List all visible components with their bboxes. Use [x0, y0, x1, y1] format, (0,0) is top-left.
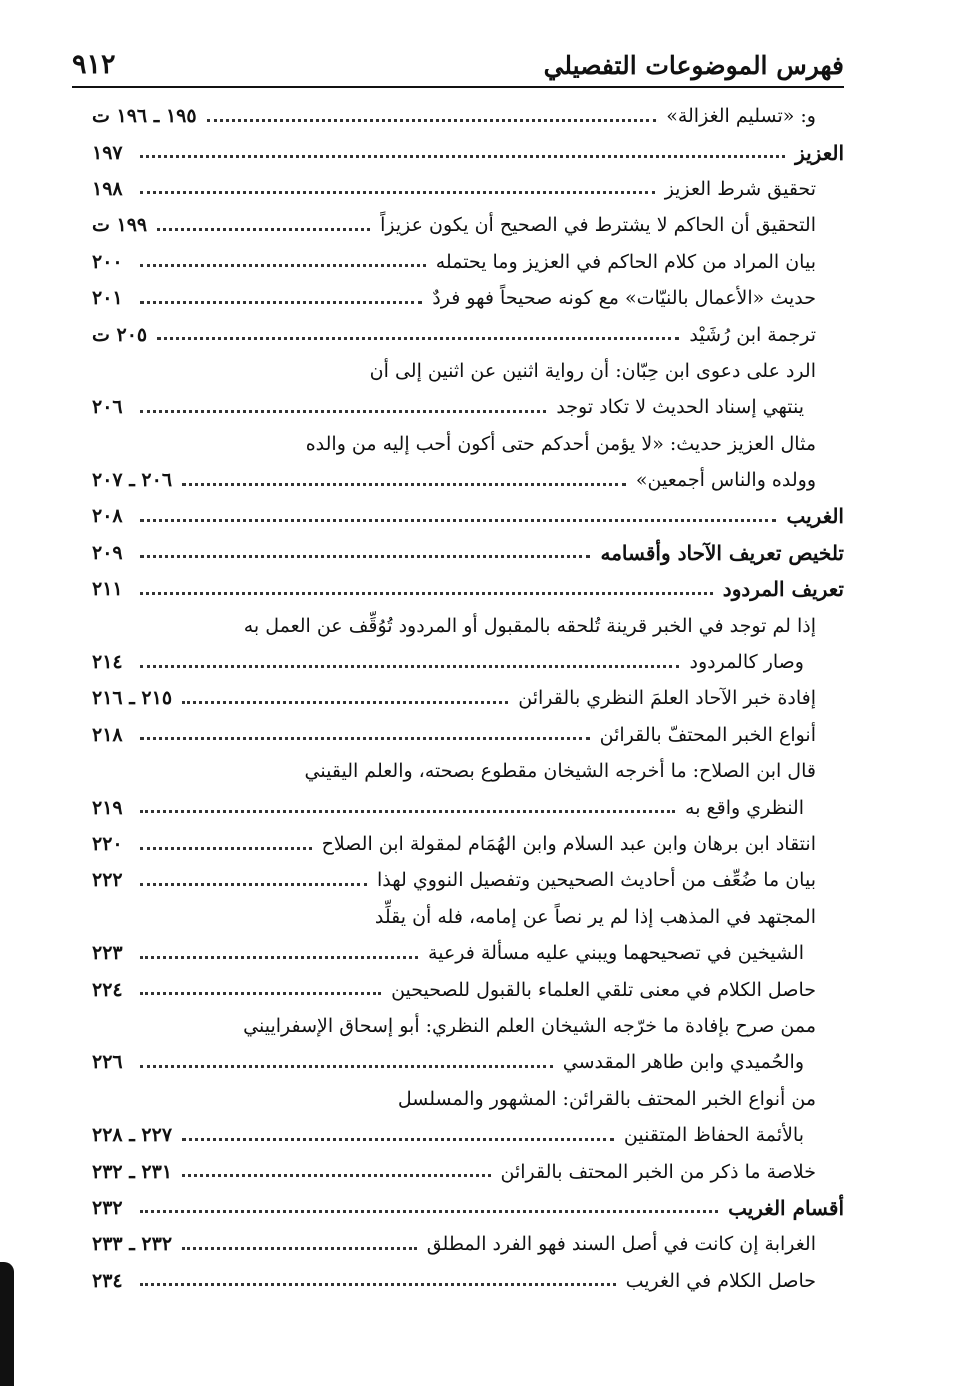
dot-leader: [140, 301, 422, 304]
toc-entry-text: أنواع الخبر المحتفّ بالقرائن: [599, 723, 816, 746]
dot-leader: [182, 1247, 417, 1250]
page-title: فهرس الموضوعات التفصيلي: [543, 51, 844, 80]
toc-page-ref: ٢٢٦: [92, 1051, 123, 1074]
toc-page-ref: ٢٢٢: [92, 869, 123, 892]
dot-leader: [140, 592, 713, 595]
toc-entry-text: حاصل الكلام في معنى تلقي العلماء بالقبول للصحيحين: [391, 978, 816, 1001]
toc-entry-row: [92, 1008, 844, 1044]
toc-entry-text: بالأئمة الحفاظ المتقنين: [623, 1124, 804, 1147]
dot-leader: [207, 119, 657, 122]
toc-entry-text: تعريف المردود: [722, 577, 844, 602]
toc-entry-text: بيان ما ضُعِّف من أحاديث الصحيحين وتفصيل النووي لهذا: [376, 869, 816, 892]
toc-entry-text: و: «تسليم الغزالة»: [666, 105, 816, 128]
toc-entry-row: [92, 244, 844, 280]
toc-heading-row: [92, 571, 844, 607]
toc-entry-text: المجتهد في المذهب إذا لم ير نصاً عن إمامه، فله أن يقلِّد: [374, 905, 816, 928]
toc-page-ref: ٢٣٢: [92, 1196, 123, 1219]
dot-leader: [140, 883, 367, 886]
toc-entry-text: حديث «الأعمال بالنيّات» مع كونه صحيحاً فهو فردٌ: [432, 287, 816, 310]
toc-entry-text: العزيز: [795, 140, 844, 165]
toc-entry-text: الغريب: [786, 504, 844, 529]
toc-page-ref: ٢٠٠: [92, 250, 123, 273]
toc-entry-row: [92, 98, 844, 134]
toc-page-ref: ٢٠١: [92, 287, 123, 310]
dot-leader: [182, 1174, 490, 1177]
toc-entry-text: تحقيق شرط العزيز: [664, 177, 816, 200]
toc-entry-text: وصار كالمردود: [689, 651, 804, 674]
toc-page-ref: ٢٣٤: [92, 1269, 123, 1292]
book-spine-shadow: [0, 1262, 14, 1386]
toc-entry-row: [92, 862, 844, 898]
dot-leader: [140, 1283, 616, 1286]
page-header: [72, 36, 844, 88]
toc-entry-row: [92, 207, 844, 243]
toc-entry-row: [92, 1226, 844, 1262]
toc-entry-row: [92, 935, 844, 971]
toc-entry-text: مثال العزيز حديث: «لا يؤمن أحدكم حتى أكون أحب إليه من والده: [305, 432, 816, 455]
toc-entry-row: [92, 971, 844, 1007]
toc-page-ref: ١٩٨: [92, 177, 123, 200]
toc-entry-row: [92, 280, 844, 316]
toc-page-ref: ١٩٩ ت: [92, 214, 148, 237]
toc-page-ref: ٢٢٧ ـ ٢٢٨: [92, 1124, 173, 1147]
table-of-contents: [92, 98, 844, 1299]
toc-entry-text: ممن صرح بإفادة ما خرّجه الشيخان العلم النظري: أبو إسحاق الإسفراييني: [243, 1014, 816, 1037]
dot-leader: [140, 737, 590, 740]
toc-entry-row: [92, 753, 844, 789]
toc-entry-row: [92, 171, 844, 207]
toc-entry-row: [92, 899, 844, 935]
toc-page-ref: ٢٠٨: [92, 505, 123, 528]
toc-page-ref: ٢٠٥ ت: [92, 323, 148, 346]
toc-heading-row: [92, 1190, 844, 1226]
toc-heading-row: [92, 134, 844, 170]
dot-leader: [140, 1065, 553, 1068]
dot-leader: [140, 191, 655, 194]
toc-entry-row: [92, 462, 844, 498]
toc-entry-row: [92, 1081, 844, 1117]
toc-entry-row: [92, 1044, 844, 1080]
toc-page-ref: ٢٠٩: [92, 541, 123, 564]
toc-entry-row: [92, 826, 844, 862]
dot-leader: [140, 665, 679, 668]
toc-entry-row: [92, 789, 844, 825]
dot-leader: [140, 264, 426, 267]
toc-entry-row: [92, 717, 844, 753]
toc-entry-row: [92, 644, 844, 680]
dot-leader: [182, 701, 508, 704]
toc-page-ref: ٢٢٠: [92, 833, 123, 855]
toc-entry-text: ترجمة ابن رُشَيْد: [689, 323, 816, 346]
toc-entry-text: التحقيق أن الحاكم لا يشترط في الصحيح أن يكون عزيزاً: [380, 214, 816, 237]
toc-entry-text: الشيخين في تصحيحهما ويبني عليه مسألة فرعية: [428, 942, 804, 965]
toc-page-ref: ٢٠٦: [92, 396, 123, 419]
dot-leader: [182, 1138, 614, 1141]
toc-page-ref: ٢١٩: [92, 796, 123, 819]
toc-heading-row: [92, 498, 844, 534]
toc-entry-text: تلخيص تعريف الآحاد وأقسامه: [600, 540, 844, 565]
toc-entry-row: [92, 1263, 844, 1299]
toc-entry-text: الغرابة إن كانت في أصل السند فهو الفرد المطلق: [426, 1233, 816, 1256]
toc-entry-text: النظري واقع به: [685, 796, 804, 819]
dot-leader: [157, 337, 679, 340]
toc-entry-row: [92, 1117, 844, 1153]
toc-entry-row: [92, 353, 844, 389]
toc-page-ref: ٢٣٢ ـ ٢٣٣: [92, 1233, 173, 1256]
toc-entry-text: الرد على دعوى ابن حِبّان: أن رواية اثنين عن اثنين إلى أن: [369, 359, 816, 382]
dot-leader: [140, 810, 675, 813]
page-number: ٩١٢: [72, 49, 116, 80]
toc-entry-row: [92, 389, 844, 425]
toc-page-ref: ٢١٨: [92, 723, 123, 746]
dot-leader: [140, 519, 776, 522]
dot-leader: [140, 992, 381, 995]
toc-page-ref: ١٩٧: [92, 141, 123, 164]
toc-entry-text: بيان المراد من كلام الحاكم في العزيز وما يحتمله: [435, 250, 816, 273]
toc-entry-text: ينتهي إسناد الحديث لا تكاد توجد: [556, 396, 804, 419]
toc-page-ref: ٢٢٣: [92, 942, 123, 965]
toc-page-ref: ٢١٤: [92, 651, 123, 674]
dot-leader: [140, 847, 312, 850]
toc-entry-row: [92, 426, 844, 462]
dot-leader: [140, 956, 418, 959]
toc-entry-text: إفادة خبر الآحاد العلمَ النظري بالقرائن: [518, 687, 816, 710]
toc-entry-row: [92, 607, 844, 643]
toc-entry-text: حاصل الكلام في الغريب: [625, 1269, 816, 1292]
toc-entry-row: [92, 316, 844, 352]
toc-entry-text: من أنواع الخبر المحتف بالقرائن: المشهور والمسلسل: [397, 1087, 816, 1110]
toc-page-ref: ٢٢٤: [92, 978, 123, 1001]
toc-entry-text: خلاصة ما ذكر من الخبر المحتف بالقرائن: [500, 1160, 816, 1183]
toc-page-ref: ٢٠٦ ـ ٢٠٧: [92, 469, 173, 492]
toc-page-ref: ٢١٥ ـ ٢١٦: [92, 687, 173, 710]
toc-entry-text: أقسام الغريب: [728, 1195, 844, 1220]
dot-leader: [182, 483, 626, 486]
dot-leader: [157, 228, 370, 231]
toc-entry-row: [92, 1153, 844, 1189]
toc-entry-text: إذا لم توجد في الخبر قرينة تُلحقه بالمقبول أو المردود تُوُقِّف عن العمل به: [243, 614, 816, 637]
toc-page-ref: ١٩٥ ـ ١٩٦ ت: [92, 105, 197, 128]
toc-entry-text: وولده والناس أجمعين»: [635, 469, 816, 492]
toc-entry-text: والحُميدي وابن طاهر المقدسي: [562, 1051, 804, 1074]
toc-page-ref: ٢١١: [92, 578, 123, 601]
toc-entry-text: انتقاد ابن برهان وابن عبد السلام وابن الهُمَام لمقولة ابن الصلاح: [321, 833, 816, 855]
toc-page-ref: ٢٣١ ـ ٢٣٢: [92, 1160, 173, 1183]
toc-heading-row: [92, 535, 844, 571]
dot-leader: [140, 155, 785, 158]
toc-entry-row: [92, 680, 844, 716]
toc-entry-text: قال ابن الصلاح: ما أخرجه الشيخان مقطوع بصحته، والعلم اليقيني: [304, 760, 816, 783]
dot-leader: [140, 410, 546, 413]
dot-leader: [140, 1210, 718, 1213]
dot-leader: [140, 555, 590, 558]
